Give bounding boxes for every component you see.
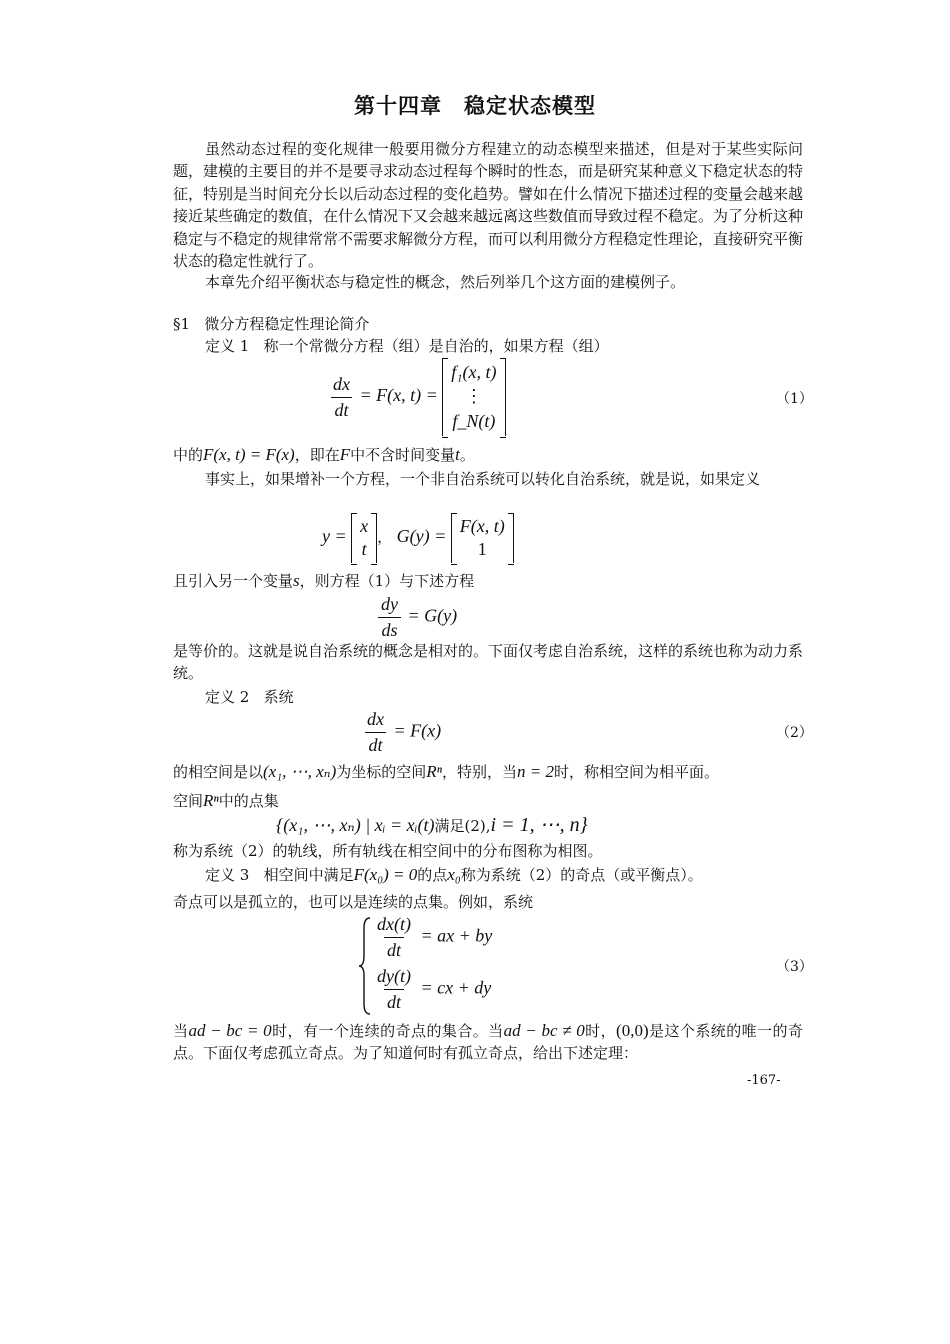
page-number: -167- — [747, 1073, 781, 1088]
fact-paragraph: 事实上，如果增补一个方程，一个非自治系统可以转化自治系统，就是说，如果定义 — [205, 470, 761, 488]
vector-g: F(x, t) 1 — [451, 513, 514, 563]
equation-y-definition: y = x t ， G(y) = F(x, t) 1 — [322, 513, 514, 563]
after-equation-1: 中的F(x, t) = F(x)，即在F中不含时间变量t。 — [173, 445, 475, 464]
section-heading — [173, 313, 803, 335]
equation-1-number: （1） — [776, 391, 813, 407]
chapter-title — [0, 90, 950, 120]
definition-2-label: 定义 2 — [205, 688, 250, 706]
intro-paragraph-2: 本章先介绍平衡状态与稳定性的概念，然后列举几个这方面的建模例子。 — [205, 273, 686, 291]
equation-2: $\frac{dx}{dt}$ = F(x) — [367, 709, 442, 755]
equation-1-vector: f₁(x, t) ⋮ f_N(t) — [442, 358, 505, 436]
phase-space-sentence: 的相空间是以(x₁, ⋯, xₙ)为坐标的空间Rⁿ，特别，当n = 2时，称相空间为相平面。 — [173, 762, 720, 781]
definition-3-label: 定义 3 — [205, 866, 250, 884]
equation-3-number: （3） — [776, 959, 813, 975]
final-paragraph: 当ad − bc = 0时，有一个连续的奇点的集合。当ad − bc ≠ 0时，(0,0)是这个系统的唯一的奇点。下面仅考虑孤立奇点。为了知道何时有孤立奇点，给出下述定理： — [173, 1021, 803, 1063]
definition-2: 定义 2 系统 — [205, 688, 294, 706]
introduce-s: 且引入另一个变量s，则方程（1）与下述方程 — [173, 571, 475, 590]
equation-1 — [328, 358, 506, 436]
definition-1-label: 定义 1 — [205, 337, 250, 355]
section-label: §1 — [173, 315, 191, 333]
definition-1-text: 称一个常微分方程（组）是自治的，如果方程（组） — [263, 337, 609, 355]
section-title: 微分方程稳定性理论简介 — [204, 315, 370, 333]
equation-2-number: （2） — [776, 725, 813, 741]
equation-dy-ds: $\frac{dy}{ds}$ = G(y) — [376, 594, 457, 641]
vector-y: x t — [351, 513, 377, 563]
chapter-name: 稳定状态模型 — [464, 93, 596, 118]
definition-3: 定义 3 相空间中满足F(x₀) = 0的点x₀称为系统（2）的奇点（或平衡点）。 — [205, 865, 703, 884]
equation-3b: $\frac{dy(t)}{dt}$ = cx + dy — [377, 966, 492, 1012]
equation-1-derivative: $\frac{dx}{dt}$ — [333, 373, 350, 420]
equation-3a: $\frac{dx(t)}{dt}$ = ax + by — [377, 914, 493, 960]
trajectory-set: {(x₁, ⋯, xₙ) | xᵢ = xᵢ(t)满足(2),i = 1, ⋯, n} — [276, 814, 588, 836]
equivalence-paragraph: 是等价的。这就是说自治系统的概念是相对的。下面仅考虑自治系统，这样的系统也称为动力系统。 — [173, 642, 804, 683]
definition-1 — [173, 335, 803, 357]
intro-paragraph-1: 虽然动态过程的变化规律一般要用微分方程建立的动态模型来描述，但是对于某些实际问题，建模的主要目的并不是要寻求动态过程每个瞬时的性态，而是研究某种意义下稳定状态的特征，特别是当时间充分长以后动态过程的变化趋势。譬如在什么情况下描述过程的变量会越来越接近某些确定的数值，在什么情况下又会越来越远离这些数值而导致过程不稳定。为了分析这种稳定与不稳定的规律常常不需要求解微分方程，而可以利用微分方程稳定性理论，直接研究平衡状态的稳定性就行了。 — [173, 140, 804, 271]
point-set-sentence: 空间Rⁿ中的点集 — [173, 791, 279, 810]
trajectory-definition: 称为系统（2）的轨线，所有轨线在相空间中的分布图称为相图。 — [173, 842, 603, 860]
isolated-paragraph: 奇点可以是孤立的，也可以是连续的点集。例如，系统 — [173, 893, 534, 911]
system-brace — [358, 916, 372, 1016]
chapter-number: 第十四章 — [354, 93, 442, 118]
equation-1-middle: = F(x, t) = — [359, 385, 438, 406]
